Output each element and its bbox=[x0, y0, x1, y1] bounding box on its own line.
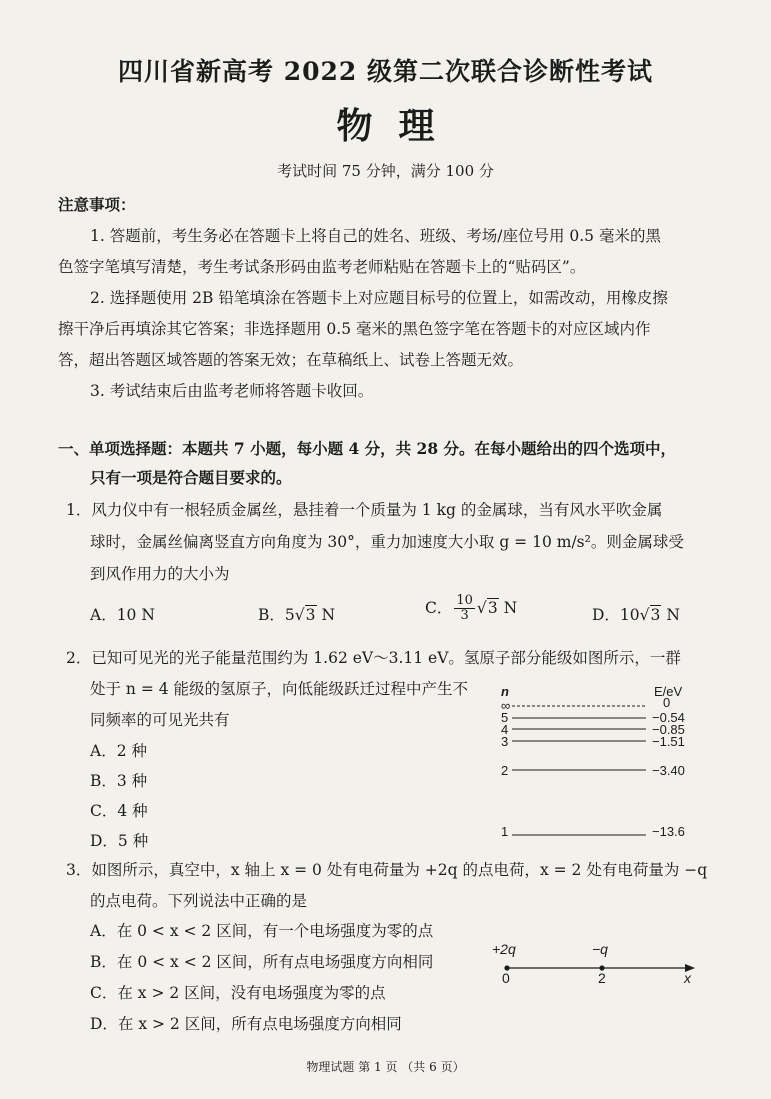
level-e-infinity: 0 bbox=[663, 695, 671, 710]
note-3: 3. 考试结束后由监考老师将答题卡收回。 bbox=[90, 382, 374, 400]
q3-option-a: A．在 0 < x < 2 区间，有一个电场强度为零的点 bbox=[90, 922, 434, 940]
note-1-line-2: 色签字笔填写清楚，考生考试条形码由监考老师粘贴在答题卡上的“贴码区”。 bbox=[58, 258, 586, 276]
level-e-3: −1.51 bbox=[652, 734, 685, 749]
q2-line-1: 2．已知可见光的光子能量范围约为 1.62 eV～3.11 eV。氢原子部分能级如图所示，一群 bbox=[66, 649, 681, 667]
note-2-line-1: 2. 选择题使用 2B 铅笔填涂在答题卡上对应题目标号的位置上，如需改动，用橡皮擦 bbox=[90, 289, 668, 307]
subject-title: 物理 bbox=[336, 105, 461, 147]
q2-option-b: B．3 种 bbox=[90, 772, 148, 790]
section-1-heading-line-2: 只有一项是符合题目要求的。 bbox=[90, 468, 292, 487]
q1-line-1: 1．风力仪中有一根轻质金属丝，悬挂着一个质量为 1 kg 的金属球，当有风水平吹金属 bbox=[66, 501, 663, 519]
note-1-line-1: 1. 答题前，考生务必在答题卡上将自己的姓名、班级、考场/座位号用 0.5 毫米的黑 bbox=[90, 227, 661, 245]
level-n-infinity: ∞ bbox=[501, 698, 511, 713]
notes-heading: 注意事项： bbox=[58, 195, 136, 214]
level-n-4: 4 bbox=[501, 722, 509, 737]
charge-1-label: +2q bbox=[492, 941, 516, 957]
energy-diagram-n-label: n bbox=[501, 684, 509, 699]
level-n-3: 3 bbox=[501, 734, 509, 749]
note-2-line-2: 擦干净后再填涂其它答案；非选择题用 0.5 毫米的黑色签字笔在答题卡的对应区域内作 bbox=[58, 320, 651, 338]
q1-option-d: D．10√3 N bbox=[592, 606, 680, 624]
level-e-5: −0.54 bbox=[652, 710, 685, 725]
note-2-line-3: 答，超出答题区域答题的答案无效；在草稿纸上、试卷上答题无效。 bbox=[58, 351, 524, 369]
charge-2-label: −q bbox=[592, 941, 608, 957]
q3-option-b: B．在 0 < x < 2 区间，所有点电场强度方向相同 bbox=[90, 953, 434, 971]
q2-option-a: A．2 种 bbox=[90, 742, 147, 760]
level-n-1: 1 bbox=[501, 824, 509, 839]
x-axis-label: x bbox=[684, 970, 691, 986]
q3-line-2: 的点电荷。下列说法中正确的是 bbox=[90, 892, 308, 910]
q1-line-2: 球时，金属丝偏离竖直方向角度为 30°，重力加速度大小取 g = 10 m/s²。则金属球受 bbox=[90, 533, 684, 551]
level-e-2: −3.40 bbox=[652, 763, 685, 778]
energy-diagram-e-label: E/eV bbox=[654, 684, 683, 699]
exam-title: 四川省新高考 2022 级第二次联合诊断性考试 bbox=[118, 57, 653, 86]
level-n-2: 2 bbox=[501, 763, 509, 778]
q3-line-1: 3．如图所示，真空中，x 轴上 x = 0 处有电荷量为 +2q 的点电荷，x = 2 处有电荷量为 −q bbox=[66, 861, 708, 879]
page-footer: 物理试题 第 1 页 （共 6 页） bbox=[306, 1060, 465, 1074]
q2-option-d: D．5 种 bbox=[90, 832, 149, 850]
q1-option-c: C． $\frac{10}{3}$ √3 N bbox=[425, 593, 518, 624]
position-0-label: 0 bbox=[502, 970, 510, 986]
q1-option-a: A．10 N bbox=[90, 606, 155, 624]
level-e-4: −0.85 bbox=[652, 722, 685, 737]
section-1-heading: 一、单项选择题：本题共 7 小题，每小题 4 分，共 28 分。在每小题给出的四个选项中， bbox=[58, 439, 677, 458]
exam-info: 考试时间 75 分钟，满分 100 分 bbox=[277, 162, 494, 180]
q3-option-d: D．在 x > 2 区间，所有点电场强度方向相同 bbox=[90, 1015, 402, 1033]
q1-line-3: 到风作用力的大小为 bbox=[90, 565, 230, 583]
q2-option-c: C．4 种 bbox=[90, 802, 148, 820]
q3-option-c: C．在 x > 2 区间，没有电场强度为零的点 bbox=[90, 984, 386, 1002]
q2-line-2: 处于 n = 4 能级的氢原子，向低能级跃迁过程中产生不 bbox=[90, 680, 469, 698]
level-e-1: −13.6 bbox=[652, 824, 685, 839]
level-n-5: 5 bbox=[501, 710, 509, 725]
q1-option-b: B．5√3 N bbox=[258, 606, 336, 624]
q2-line-3: 同频率的可见光共有 bbox=[90, 711, 230, 729]
position-2-label: 2 bbox=[598, 970, 606, 986]
